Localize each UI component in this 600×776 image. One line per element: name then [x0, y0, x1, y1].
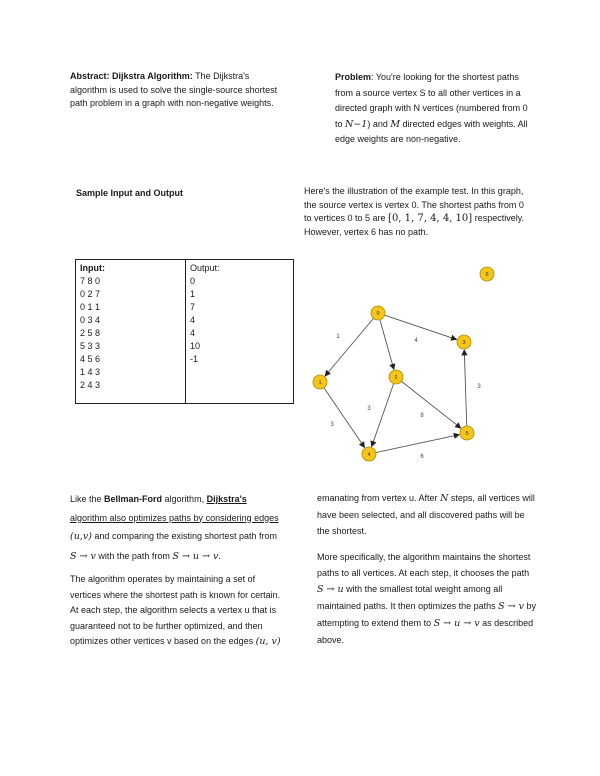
underlined-text: algorithm also optimizes paths by considering edges — [70, 512, 279, 523]
svg-text:6: 6 — [485, 272, 489, 278]
edge-4-5 — [376, 435, 459, 453]
svg-text:0: 0 — [376, 311, 380, 317]
problem-text: ) and — [367, 118, 391, 129]
input-line: 2 4 3 — [80, 380, 101, 390]
abstract-title: Dijkstra Algorithm: — [112, 71, 193, 81]
edge-weight-label: 3 — [367, 406, 371, 412]
sample-heading-text: Sample Input and Output — [76, 188, 183, 198]
text: by attempting to extend them to — [317, 601, 536, 628]
problem-text: : You're looking for the shortest paths from a source vertex S to all other vertices in a directed graph with N vertices (numbered from 0 to — [335, 72, 528, 129]
input-column — [76, 260, 186, 404]
input-line: 0 2 7 — [80, 289, 101, 299]
math: S → u → v — [172, 550, 219, 562]
bellman-ford: Bellman-Ford — [104, 494, 163, 504]
illustration-paragraph — [304, 185, 526, 239]
math: [0, 1, 7, 4, 4, 10] — [388, 213, 473, 224]
edge-0-1 — [325, 318, 373, 376]
graph-node-1 — [313, 375, 327, 389]
input-header: Input: — [80, 263, 105, 273]
math: (u,v) — [70, 531, 92, 542]
text: as described above. — [317, 618, 534, 645]
math: N — [440, 493, 449, 504]
sample-heading — [76, 187, 183, 201]
paragraph-3 — [317, 490, 537, 539]
text: emanating from vertex u. After — [317, 493, 441, 503]
graph-node-3 — [457, 335, 471, 349]
problem-label: Problem — [335, 72, 372, 82]
paragraph-2 — [70, 572, 285, 650]
output-line: 4 — [190, 328, 196, 338]
edge-weight-label: 8 — [420, 413, 424, 419]
edge-0-2 — [380, 320, 394, 370]
problem-paragraph — [335, 70, 535, 148]
paragraph-1 — [70, 490, 285, 566]
math: S → v — [498, 601, 524, 612]
abstract-text: The Dijkstra's algorithm is used to solve the single-source shortest path problem in a graph with non-negative weights. — [70, 71, 278, 108]
edge-0-3 — [385, 315, 457, 339]
text: steps, all vertices will have been selected, and all discovered paths will be the shortest. — [317, 493, 535, 536]
edge-weight-label: 3 — [330, 422, 334, 428]
svg-text:5: 5 — [465, 431, 469, 437]
edge-weight-label: 1 — [336, 334, 340, 340]
output-column — [186, 260, 294, 404]
graph-node-2 — [389, 370, 403, 384]
edge-weight-label: 4 — [414, 338, 418, 344]
graph-illustration — [300, 260, 510, 470]
edge-2-4 — [372, 384, 394, 447]
text: algorithm, — [162, 494, 207, 504]
input-line: 0 3 4 — [80, 315, 101, 325]
output-line: 10 — [190, 341, 201, 351]
output-line: 4 — [190, 315, 196, 325]
graph-node-5 — [460, 426, 474, 440]
input-line: 5 3 3 — [80, 341, 101, 351]
body-left — [70, 490, 285, 656]
abstract-paragraph — [70, 70, 285, 111]
math: S → v — [70, 550, 96, 562]
math: (u, v) — [255, 636, 281, 647]
graph-node-0 — [371, 306, 385, 320]
svg-text:4: 4 — [367, 452, 371, 458]
text: with the smallest total weight among all maintained paths. It then optimizes the paths — [317, 584, 503, 611]
svg-text:1: 1 — [318, 380, 322, 386]
input-line: 2 5 8 — [80, 328, 101, 338]
math: M — [390, 118, 401, 130]
edge-5-3 — [464, 350, 467, 426]
output-line: 7 — [190, 302, 196, 312]
svg-text:3: 3 — [462, 340, 466, 346]
output-line: 1 — [190, 289, 196, 299]
edge-2-5 — [401, 381, 460, 428]
output-header: Output: — [190, 263, 220, 273]
output-line: -1 — [190, 354, 199, 364]
edge-1-4 — [324, 388, 365, 448]
paragraph-4 — [317, 549, 537, 648]
input-line: 0 1 1 — [80, 302, 101, 312]
edge-weight-label: 6 — [420, 454, 424, 460]
dijkstra-link: Dijkstra's — [206, 494, 247, 504]
problem-text: directed edges with weights. All edge weights are non-negative. — [335, 118, 528, 144]
output-line: 0 — [190, 276, 196, 286]
math: S → u → v — [433, 618, 480, 629]
input-line: 7 8 0 — [80, 276, 101, 286]
text: . — [218, 550, 221, 561]
edge-weight-label: 3 — [477, 384, 481, 390]
abstract-label: Abstract: — [70, 71, 110, 81]
text: Like the — [70, 494, 105, 504]
text: and comparing the existing shortest path from — [91, 531, 278, 541]
math: S → u — [317, 584, 344, 595]
graph-node-6 — [480, 267, 494, 281]
text: The algorithm operates by maintaining a set of vertices where the shortest path is known for certain. At each step, the algorithm selects a vertex u that is guaranteed not to be further optimized, and then optimizes other vertices v based on the edges — [70, 574, 281, 646]
illustration-text: respectively. However, vertex 6 has no path. — [304, 213, 525, 237]
text: More specifically, the algorithm maintains the shortest paths to all vertices. At each step, it chooses the path — [317, 552, 531, 578]
input-line: 4 5 6 — [80, 354, 101, 364]
graph-node-4 — [362, 447, 376, 461]
sample-table — [75, 259, 294, 404]
input-line: 1 4 3 — [80, 367, 101, 377]
text: with the path from — [95, 550, 173, 561]
body-right — [317, 490, 537, 654]
illustration-text: Here's the illustration of the example test. In this graph, the source vertex is vertex 0. The shortest paths from 0 to vertices 0 to 5 are — [304, 186, 524, 223]
svg-text:2: 2 — [394, 375, 398, 381]
math: N−1 — [345, 118, 368, 130]
